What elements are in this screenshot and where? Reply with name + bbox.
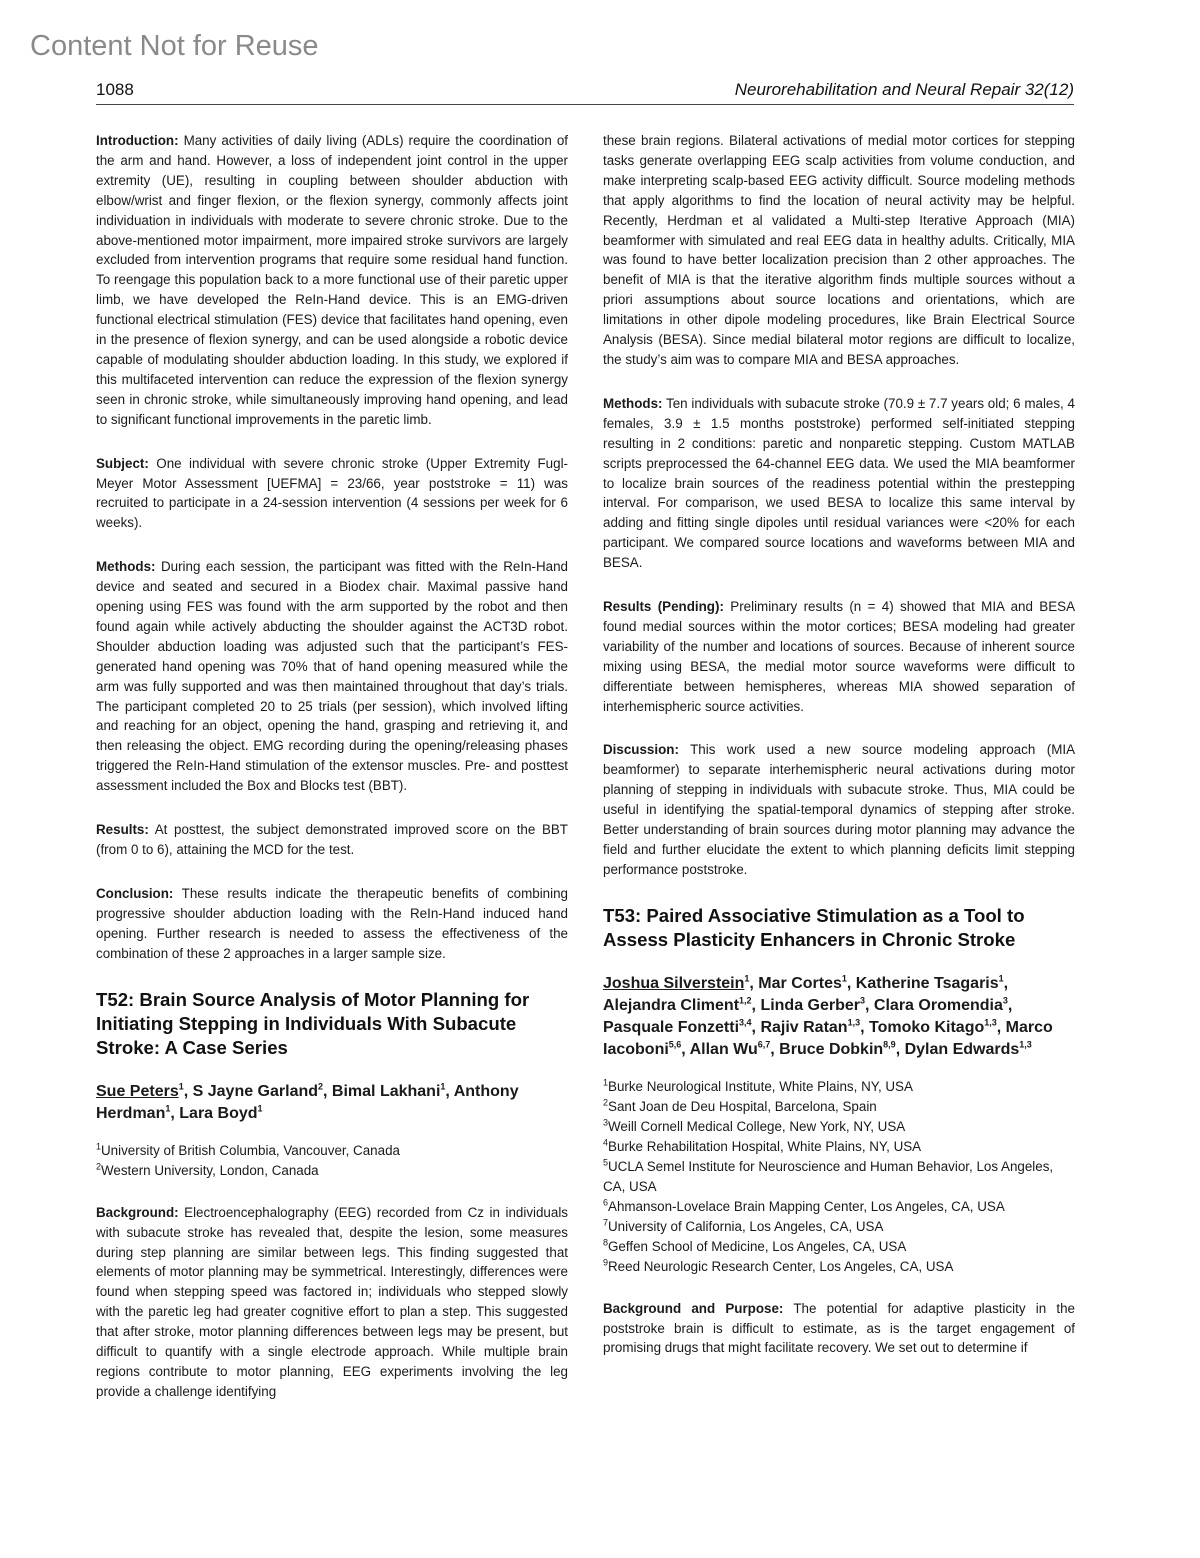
t52-author-list bbox=[96, 1081, 568, 1125]
affiliation-text: Burke Neurological Institute, White Plains, NY, USA bbox=[608, 1078, 913, 1094]
affiliation-text: Western University, London, Canada bbox=[101, 1162, 319, 1178]
author bbox=[779, 1041, 904, 1058]
section-text: At posttest, the subject demonstrated improved score on the BBT (from 0 to 6), attaining the MCD for the test. bbox=[96, 822, 568, 857]
author-name: Bruce Dobkin bbox=[779, 1040, 884, 1058]
author-name: Allan Wu bbox=[689, 1040, 758, 1058]
author-separator: , bbox=[1003, 974, 1009, 992]
affiliation-marker: 1 bbox=[744, 973, 750, 984]
section-text: This work used a new source modeling approach (MIA beamformer) to separate interhemispheric neural activations during motor planning of stepping in individuals with subacute stroke. Thus, MIA could be useful in identifying the spatial-temporal dynamics of stepping after stroke. Better understanding of brain sources during motor planning may advance the field and further elucidate the extent to which planning deficits limit stepping performance poststroke. bbox=[603, 742, 1075, 877]
author-separator: , bbox=[846, 974, 856, 992]
affiliation-marker: 4 bbox=[603, 1137, 609, 1148]
paragraph-methods bbox=[603, 394, 1075, 573]
author-name: Dylan Edwards bbox=[904, 1040, 1020, 1058]
author bbox=[874, 997, 1012, 1014]
affiliation-marker: 8 bbox=[603, 1237, 609, 1248]
affiliation-text: UCLA Semel Institute for Neuroscience and Human Behavior, Los Angeles, CA, USA bbox=[603, 1158, 1054, 1194]
author-separator: , bbox=[860, 1018, 869, 1036]
paragraph-results bbox=[96, 820, 568, 860]
affiliation bbox=[603, 1077, 1075, 1097]
affiliation-marker: 2 bbox=[318, 1081, 324, 1092]
author bbox=[869, 1019, 1006, 1036]
affiliation-marker: 1 bbox=[998, 973, 1004, 984]
section-text: Preliminary results (n = 4) showed that MIA and BESA found medial sources within the motor cortices; BESA modeling had greater variability of the number and locations of sources. Because of inherent source mixing using BESA, the medial motor source waveforms were difficult to differentiate between hemispheres, whereas MIA showed separation of interhemispheric source activities. bbox=[603, 599, 1075, 714]
t52-affiliation-list bbox=[96, 1141, 568, 1181]
affiliation-text: Reed Neurologic Research Center, Los Angeles, CA, USA bbox=[608, 1258, 954, 1274]
section-text: These results indicate the therapeutic benefits of combining progressive shoulder abduction loading with the ReIn-Hand induced hand opening. Further research is needed to assess the effectiveness of the combination of these 2 approaches in a larger sample size. bbox=[96, 885, 568, 961]
author-separator: , bbox=[1007, 996, 1013, 1014]
paragraph-background-purpose bbox=[603, 1299, 1075, 1359]
t53-affiliation-list bbox=[603, 1077, 1075, 1277]
author bbox=[332, 1083, 454, 1100]
affiliation-marker: 9 bbox=[603, 1257, 609, 1268]
author-name: Clara Oromendia bbox=[873, 996, 1003, 1014]
affiliation-text: University of California, Los Angeles, CA, USA bbox=[608, 1218, 884, 1234]
watermark: Content Not for Reuse bbox=[30, 30, 319, 62]
author bbox=[179, 1105, 262, 1122]
author bbox=[96, 1083, 193, 1100]
author-separator: , bbox=[996, 1018, 1006, 1036]
affiliation-marker: 1,3 bbox=[1019, 1039, 1032, 1050]
author-name: Katherine Tsagaris bbox=[855, 974, 999, 992]
author-name: Rajiv Ratan bbox=[760, 1018, 848, 1036]
paragraph-results bbox=[603, 597, 1075, 716]
affiliation-marker: 6,7 bbox=[757, 1039, 771, 1050]
author-separator: , bbox=[751, 1018, 761, 1036]
section-label: Background: bbox=[96, 1204, 179, 1220]
author-separator: , bbox=[323, 1082, 332, 1100]
affiliation bbox=[603, 1197, 1075, 1217]
t53-author-list bbox=[603, 973, 1075, 1061]
section-label: Background and Purpose: bbox=[603, 1300, 784, 1316]
affiliation-marker: 3 bbox=[860, 995, 866, 1006]
affiliation-marker: 7 bbox=[603, 1217, 609, 1228]
affiliation bbox=[96, 1141, 568, 1161]
affiliation-text: Weill Cornell Medical College, New York, NY, USA bbox=[608, 1118, 906, 1134]
author-name: Bimal Lakhani bbox=[331, 1082, 441, 1100]
author-separator: , bbox=[865, 996, 874, 1014]
paragraph-methods bbox=[96, 557, 568, 796]
author-separator: , bbox=[681, 1040, 690, 1058]
affiliation-marker: 1 bbox=[165, 1103, 171, 1114]
page-number: 1088 bbox=[96, 80, 134, 99]
t53-title: T53: Paired Associative Stimulation as a Tool to Assess Plasticity Enhancers in Chronic Stroke bbox=[603, 904, 1025, 951]
section-text: One individual with severe chronic stroke (Upper Extremity Fugl-Meyer Motor Assessment [UEFMA] = 23/66, year poststroke = 11) was recruited to participate in a 24-session intervention (4 sessions per week for 6 weeks). bbox=[96, 455, 568, 531]
affiliation-marker: 5 bbox=[603, 1157, 609, 1168]
right-column bbox=[603, 131, 1075, 1382]
affiliation-marker: 3 bbox=[1002, 995, 1008, 1006]
author bbox=[905, 1041, 1032, 1058]
author bbox=[690, 1041, 780, 1058]
author-separator: , bbox=[895, 1040, 905, 1058]
author bbox=[193, 1083, 332, 1100]
affiliation bbox=[96, 1161, 568, 1181]
affiliation bbox=[603, 1137, 1075, 1157]
author-name: Alejandra Climent bbox=[603, 996, 740, 1014]
section-label: Discussion: bbox=[603, 742, 679, 758]
section-text: Electroencephalography (EEG) recorded from Cz in individuals with subacute stroke has revealed that, despite the lesion, some measures during step planning are similar between legs. This finding suggested that elements of motor planning may be symmetrical. Interestingly, differences were found when stepping speed was factored in; individuals who stepped slowly with the paretic leg had greater cognitive effort to plan a step. This suggested that after stroke, motor planning differences between legs may be present, but difficult to quantify with a single electrode approach. While multiple brain regions contribute to motor planning, EEG experiments involving the leg provide a challenge identifying bbox=[96, 1204, 568, 1399]
author-separator: , bbox=[183, 1082, 193, 1100]
author-name: Pasquale Fonzetti bbox=[603, 1018, 740, 1036]
affiliation-text: University of British Columbia, Vancouver, Canada bbox=[101, 1142, 400, 1158]
section-text: During each session, the participant was fitted with the ReIn-Hand device and seated and secured in a Biodex chair. Maximal passive hand opening using FES was found with the arm supported by the robot and then found again while actively abducting the shoulder against the ACT3D robot. Shoulder abduction loading was adjusted such that the participant’s FES-generated hand opening was 70% that of hand opening measured while the arm was fully supported and was then maintained throughout that day’s trials. The participant completed 20 to 25 trials (per session), which involved lifting and reaching for an object, opening the hand, grasping and retrieving it, and then releasing the object. EMG recording during the opening/releasing phases triggered the ReIn-Hand stimulation of the extensor muscles. Pre- and posttest assessment included the Box and Blocks test (BBT). bbox=[96, 559, 568, 794]
paragraph-continuation: these brain regions. Bilateral activations of medial motor cortices for stepping tasks generate overlapping EEG scalp activities from volume conduction, and make interpreting scalp-based EEG activity difficult. Source modeling methods that apply algorithms to find the location of neural activity may be helpful. Recently, Herdman et al validated a Multi-step Iterative Approach (MIA) beamformer with simulated and real EEG data in healthy adults. Critically, MIA was found to have better localization precision than 2 other approaches. The benefit of MIA is that the iterative algorithm finds multiple sources without a priori assumptions about source locations and orientations, which are limitations in other dipole modeling procedures, like Brain Electrical Source Analysis (BESA). Since medial bilateral motor regions are difficult to localize, the study’s aim was to compare MIA and BESA approaches. bbox=[603, 133, 1075, 367]
presenting-author-name: Joshua Silverstein bbox=[603, 974, 745, 992]
author-separator: , bbox=[770, 1040, 780, 1058]
author bbox=[603, 1019, 760, 1036]
affiliation bbox=[603, 1097, 1075, 1117]
section-text: Ten individuals with subacute stroke (70.9 ± 7.7 years old; 6 males, 4 females, 3.9 ± 1.5 months poststroke) performed self-initiated stepping resulting in 2 conditions: paretic and nonparetic stepping. Custom MATLAB scripts preprocessed the 64-channel EEG data. We used the MIA beamformer to localize brain sources of the readiness potential within the prestepping interval. For comparison, we used BESA to localize this same interval by adding and fitting single dipoles until residual variances were <20% for each participant. We compared source locations and waveforms between MIA and BESA. bbox=[603, 395, 1075, 571]
affiliation bbox=[603, 1157, 1075, 1197]
section-label: Results: bbox=[96, 822, 149, 838]
author bbox=[856, 975, 1008, 992]
affiliation-marker: 6 bbox=[603, 1197, 609, 1208]
affiliation bbox=[603, 1117, 1075, 1137]
author-name: Linda Gerber bbox=[760, 996, 861, 1014]
affiliation-marker: 1 bbox=[96, 1141, 102, 1152]
author-separator: , bbox=[751, 996, 761, 1014]
affiliation-marker: 5,6 bbox=[668, 1039, 682, 1050]
affiliation-marker: 1 bbox=[841, 973, 847, 984]
author-separator: , bbox=[170, 1104, 180, 1122]
running-head bbox=[96, 76, 1074, 105]
t52-title: T52: Brain Source Analysis of Motor Planning for Initiating Stepping in Individuals With Subacute Stroke: A Case Series bbox=[96, 988, 530, 1059]
author-name: Marco Iacoboni bbox=[603, 1018, 1053, 1058]
section-label: Subject: bbox=[96, 455, 149, 471]
author bbox=[603, 975, 758, 992]
author-separator: , bbox=[749, 974, 759, 992]
author-name: Lara Boyd bbox=[179, 1104, 258, 1122]
affiliation-marker: 2 bbox=[96, 1161, 102, 1172]
affiliation-marker: 1 bbox=[440, 1081, 446, 1092]
author-name: Mar Cortes bbox=[758, 974, 842, 992]
paragraph-background bbox=[96, 1203, 568, 1402]
section-label: Introduction: bbox=[96, 133, 179, 148]
affiliation-marker: 3 bbox=[603, 1117, 609, 1128]
author bbox=[603, 997, 760, 1014]
section-text: The potential for adaptive plasticity in the poststroke brain is difficult to estimate, as is the target engagement of promising drugs that might facilitate recovery. We set out to determine if bbox=[603, 1300, 1076, 1356]
affiliation-marker: 1 bbox=[257, 1103, 263, 1114]
section-label: Methods: bbox=[96, 559, 156, 575]
affiliation-marker: 8,9 bbox=[883, 1039, 896, 1050]
author bbox=[758, 975, 855, 992]
author-name: Tomoko Kitago bbox=[868, 1018, 985, 1036]
affiliation-marker: 1,2 bbox=[739, 995, 752, 1006]
author-name: S Jayne Garland bbox=[192, 1082, 319, 1100]
journal-reference: Neurorehabilitation and Neural Repair 32(12) bbox=[734, 80, 1074, 99]
affiliation bbox=[603, 1237, 1075, 1257]
paragraph-subject bbox=[96, 454, 568, 534]
section-text: Many activities of daily living (ADLs) require the coordination of the arm and hand. However, a loss of independent joint control in the upper extremity (UE), resulting in coupling between shoulder abduction with elbow/wrist and finger flexion, or the flexion synergy, commonly affects joint individuation in individuals with moderate to severe chronic stroke. Due to the above-mentioned motor impairment, more impaired stroke survivors are largely excluded from intervention programs that require some residual hand function. To reengage this population back to a more functional use of their paretic upper limb, we have developed the ReIn-Hand device. This is an EMG-driven functional electrical stimulation (FES) device that facilitates hand opening, even in the presence of flexion synergy, and can be used alongside a robotic device capable of modulating shoulder abduction loading. In this study, we explored if this multifaceted intervention can reduce the expression of the flexion synergy seen in chronic stroke, while simultaneously improving hand opening, and lead to significant functional improvements in the paretic limb. bbox=[96, 133, 568, 427]
affiliation bbox=[603, 1257, 1075, 1277]
paragraph-discussion bbox=[603, 740, 1075, 879]
affiliation-marker: 3,4 bbox=[739, 1017, 752, 1028]
author-separator: , bbox=[445, 1082, 454, 1100]
author bbox=[760, 997, 873, 1014]
affiliation-marker: 1,3 bbox=[984, 1017, 997, 1028]
author-name: Anthony Herdman bbox=[96, 1082, 519, 1122]
affiliation bbox=[603, 1217, 1075, 1237]
left-column bbox=[96, 131, 568, 1426]
paragraph-conclusion bbox=[96, 884, 568, 964]
affiliation-text: Ahmanson-Lovelace Brain Mapping Center, Los Angeles, CA, USA bbox=[608, 1198, 1005, 1214]
author bbox=[760, 1019, 869, 1036]
paragraph-introduction bbox=[96, 131, 568, 430]
affiliation-marker: 1 bbox=[178, 1081, 184, 1092]
presenting-author-name: Sue Peters bbox=[96, 1082, 179, 1100]
affiliation-text: Geffen School of Medicine, Los Angeles, CA, USA bbox=[608, 1238, 907, 1254]
affiliation-text: Burke Rehabilitation Hospital, White Plains, NY, USA bbox=[608, 1138, 922, 1154]
affiliation-text: Sant Joan de Deu Hospital, Barcelona, Spain bbox=[608, 1098, 877, 1114]
section-label: Methods: bbox=[603, 395, 663, 411]
section-label: Conclusion: bbox=[96, 885, 174, 901]
affiliation-marker: 2 bbox=[603, 1097, 609, 1108]
affiliation-marker: 1,3 bbox=[847, 1017, 861, 1028]
section-label: Results (Pending): bbox=[603, 599, 724, 615]
affiliation-marker: 1 bbox=[603, 1077, 609, 1088]
